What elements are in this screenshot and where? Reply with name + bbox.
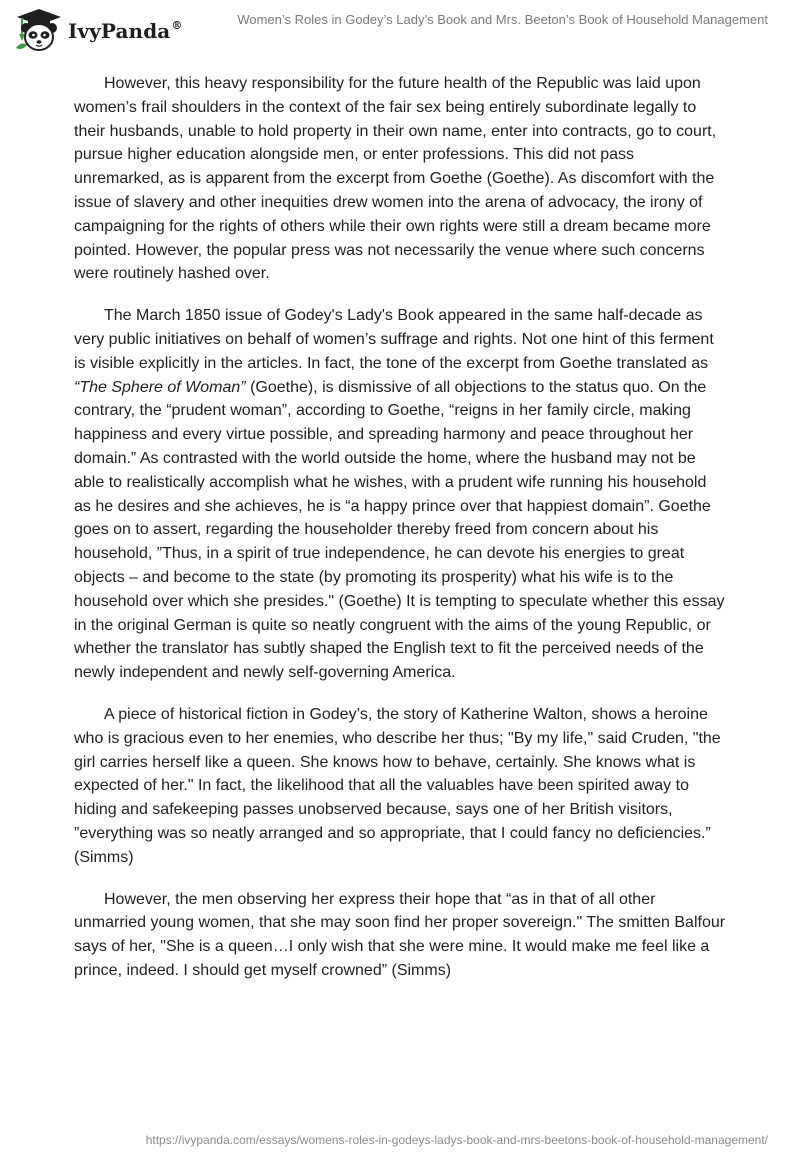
panda-graduate-icon xyxy=(14,8,64,52)
essay-body xyxy=(74,72,726,1001)
registered-mark: ® xyxy=(171,19,183,32)
document-title: Women’s Roles in Godey’s Lady’s Book and Mrs. Beeton’s Book of Household Management xyxy=(237,12,768,27)
paragraph-2: The March 1850 issue of Godey's Lady's Book appeared in the same half-decade as very public initiatives on behalf of women’s suffrage and rights. Not one hint of this ferment is visible explicitly in the articles. In fact, the tone of the excerpt from Goethe translated as “The Sphere of Woman” (Goethe), is dismissive of all objections to the status quo. On the contrary, the “prudent woman”, according to Goethe, “reigns in her family circle, making happiness and every virtue possible, and spreading harmony and peace throughout her domain.” As contrasted with the world outside the home, where the husband may not be able to realistically accomplish what he wishes, with a prudent wife running his household as he desires and she achieves, he is “a happy prince over that happiest domain”. Goethe goes on to assert, regarding the householder thereby freed from concern about his household, ”Thus, in a spirit of true independence, he can devote his energies to great objects – and become to the state (by promoting its prosperity) what his wife is to the household over which she presides." (Goethe) It is tempting to speculate whether this essay in the original German is quite so neatly congruent with the aims of the young Republic, or whether the translator has subtly shaped the English text to fit the perceived needs of the newly independent and newly self-governing America. xyxy=(74,307,725,682)
essay-title-italic: “The Sphere of Woman” xyxy=(74,378,246,396)
paragraph-1: However, this heavy responsibility for the future health of the Republic was laid upon women’s frail shoulders in the context of the fair sex being entirely subordinate legally to their husbands, unable to hold property in their own name, enter into contracts, go to court, pursue higher education alongside men, or enter professions. This did not pass unremarked, as is apparent from the excerpt from Goethe (Goethe). As discomfort with the issue of slavery and other inequities drew women into the arena of advocacy, the irony of campaigning for the rights of others while their own rights were still a dream became more pointed. However, the popular press was not necessarily the venue where such concerns were routinely hashed over. xyxy=(74,75,717,283)
source-url[interactable]: https://ivypanda.com/essays/womens-roles-in-godeys-ladys-book-and-mrs-beetons-book-of-household-management/ xyxy=(145,1133,768,1147)
paragraph-3: A piece of historical fiction in Godey’s, the story of Katherine Walton, shows a heroine who is gracious even to her enemies, who describe her thus; "By my life," said Cruden, "the girl carries herself like a queen. She knows how to behave, certainly. She knows what is expected of her." In fact, the likelihood that all the valuables have been spirited away to hiding and safekeeping passes unobserved because, says one of her British visitors, ”everything was so neatly arranged and so appropriate, that I could fancy no deficiencies.” (Simms) xyxy=(74,705,721,866)
ivypanda-logo[interactable] xyxy=(14,8,182,52)
logo-wordmark: IvyPanda® xyxy=(68,19,183,43)
page-header xyxy=(0,0,800,56)
paragraph-4: However, the men observing her express their hope that “as in that of all other unmarried young women, that she may soon find her proper sovereign." The smitten Balfour says of her, "She is a queen…I only wish that she were mine. It would make me feel like a prince, indeed. I should get myself crowned” (Simms) xyxy=(74,890,726,979)
